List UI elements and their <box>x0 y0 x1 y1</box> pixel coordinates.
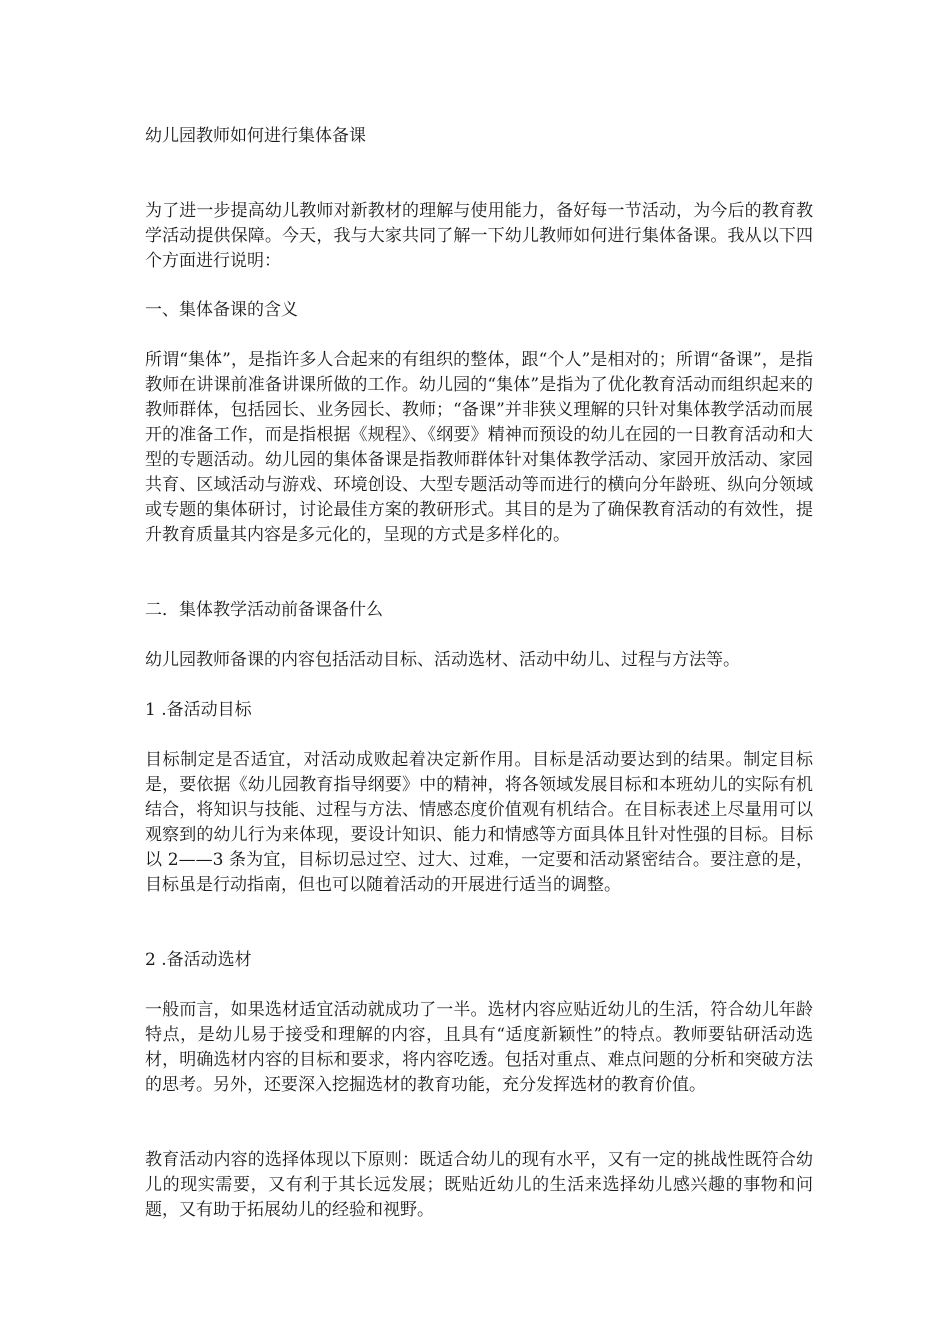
section-1-paragraph: 所谓“集体”，是指许多人合起来的有组织的整体，跟“个人”是相对的；所谓“备课”，是指教师在讲课前准备讲课所做的工作。幼儿园的“集体”是指为了优化教育活动而组织起来的教师群体，包括园长、业务园长、教师；“备课”并非狭义理解的只针对集体教学活动而展开的准备工作，而是指根据《规程》、《纲要》精神而预设的幼儿在园的一日教育活动和大型的专题活动。幼儿园的集体备课是指教师群体针对集体教学活动、家园开放活动、家园共育、区域活动与游戏、环境创设、大型专题活动等而进行的横向分年龄班、纵向分领域或专题的集体研讨，讨论最佳方案的教研形式。其目的是为了确保教育活动的有效性，提升教育质量其内容是多元化的，呈现的方式是多样化的。 <box>145 350 813 545</box>
section-2-paragraph: 幼儿园教师备课的内容包括活动目标、活动选材、活动中幼儿、过程与方法等。 <box>145 650 740 670</box>
document-title: 幼儿园教师如何进行集体备课 <box>145 126 366 146</box>
subsection-1-paragraph: 目标制定是否适宜，对活动成败起着决定新作用。目标是活动要达到的结果。制定目标是，要依据《幼儿园教育指导纲要》中的精神，将各领域发展目标和本班幼儿的实际有机结合，将知识与技能、过程与方法、情感态度价值观有机结合。在目标表述上尽量用可以观察到的幼儿行为来体现，要设计知识、能力和情感等方面具体且针对性强的目标。目标以 2——3 条为宜，目标切忌过空、过大、过难，一定要和活动紧密结合。要注意的是，目标虽是行动指南，但也可以随着活动的开展进行适当的调整。 <box>145 750 813 895</box>
subsection-2-paragraph-2: 教育活动内容的选择体现以下原则：既适合幼儿的现有水平，又有一定的挑战性既符合幼儿的现实需要，又有利于其长远发展；既贴近幼儿的生活来选择幼儿感兴趣的事物和问题，又有助于拓展幼儿的经验和视野。 <box>145 1150 813 1220</box>
subsection-2-heading: 2 .备活动选材 <box>145 950 252 970</box>
subsection-1-heading: 1 .备活动目标 <box>145 700 252 720</box>
subsection-2-paragraph: 一般而言，如果选材适宜活动就成功了一半。选材内容应贴近幼儿的生活，符合幼儿年龄特点，是幼儿易于接受和理解的内容，且具有“适度新颖性”的特点。教师要钻研活动选材，明确选材内容的目标和要求，将内容吃透。包括对重点、难点问题的分析和突破方法的思考。另外，还要深入挖掘选材的教育功能，充分发挥选材的教育价值。 <box>145 1000 813 1095</box>
section-2-heading: 二．集体教学活动前备课备什么 <box>145 600 383 620</box>
section-1-heading: 一、集体备课的含义 <box>145 300 298 320</box>
intro-paragraph: 为了进一步提高幼儿教师对新教材的理解与使用能力，备好每一节活动，为今后的教育教学活动提供保障。今天，我与大家共同了解一下幼儿教师如何进行集体备课。我从以下四个方面进行说明： <box>145 201 813 271</box>
